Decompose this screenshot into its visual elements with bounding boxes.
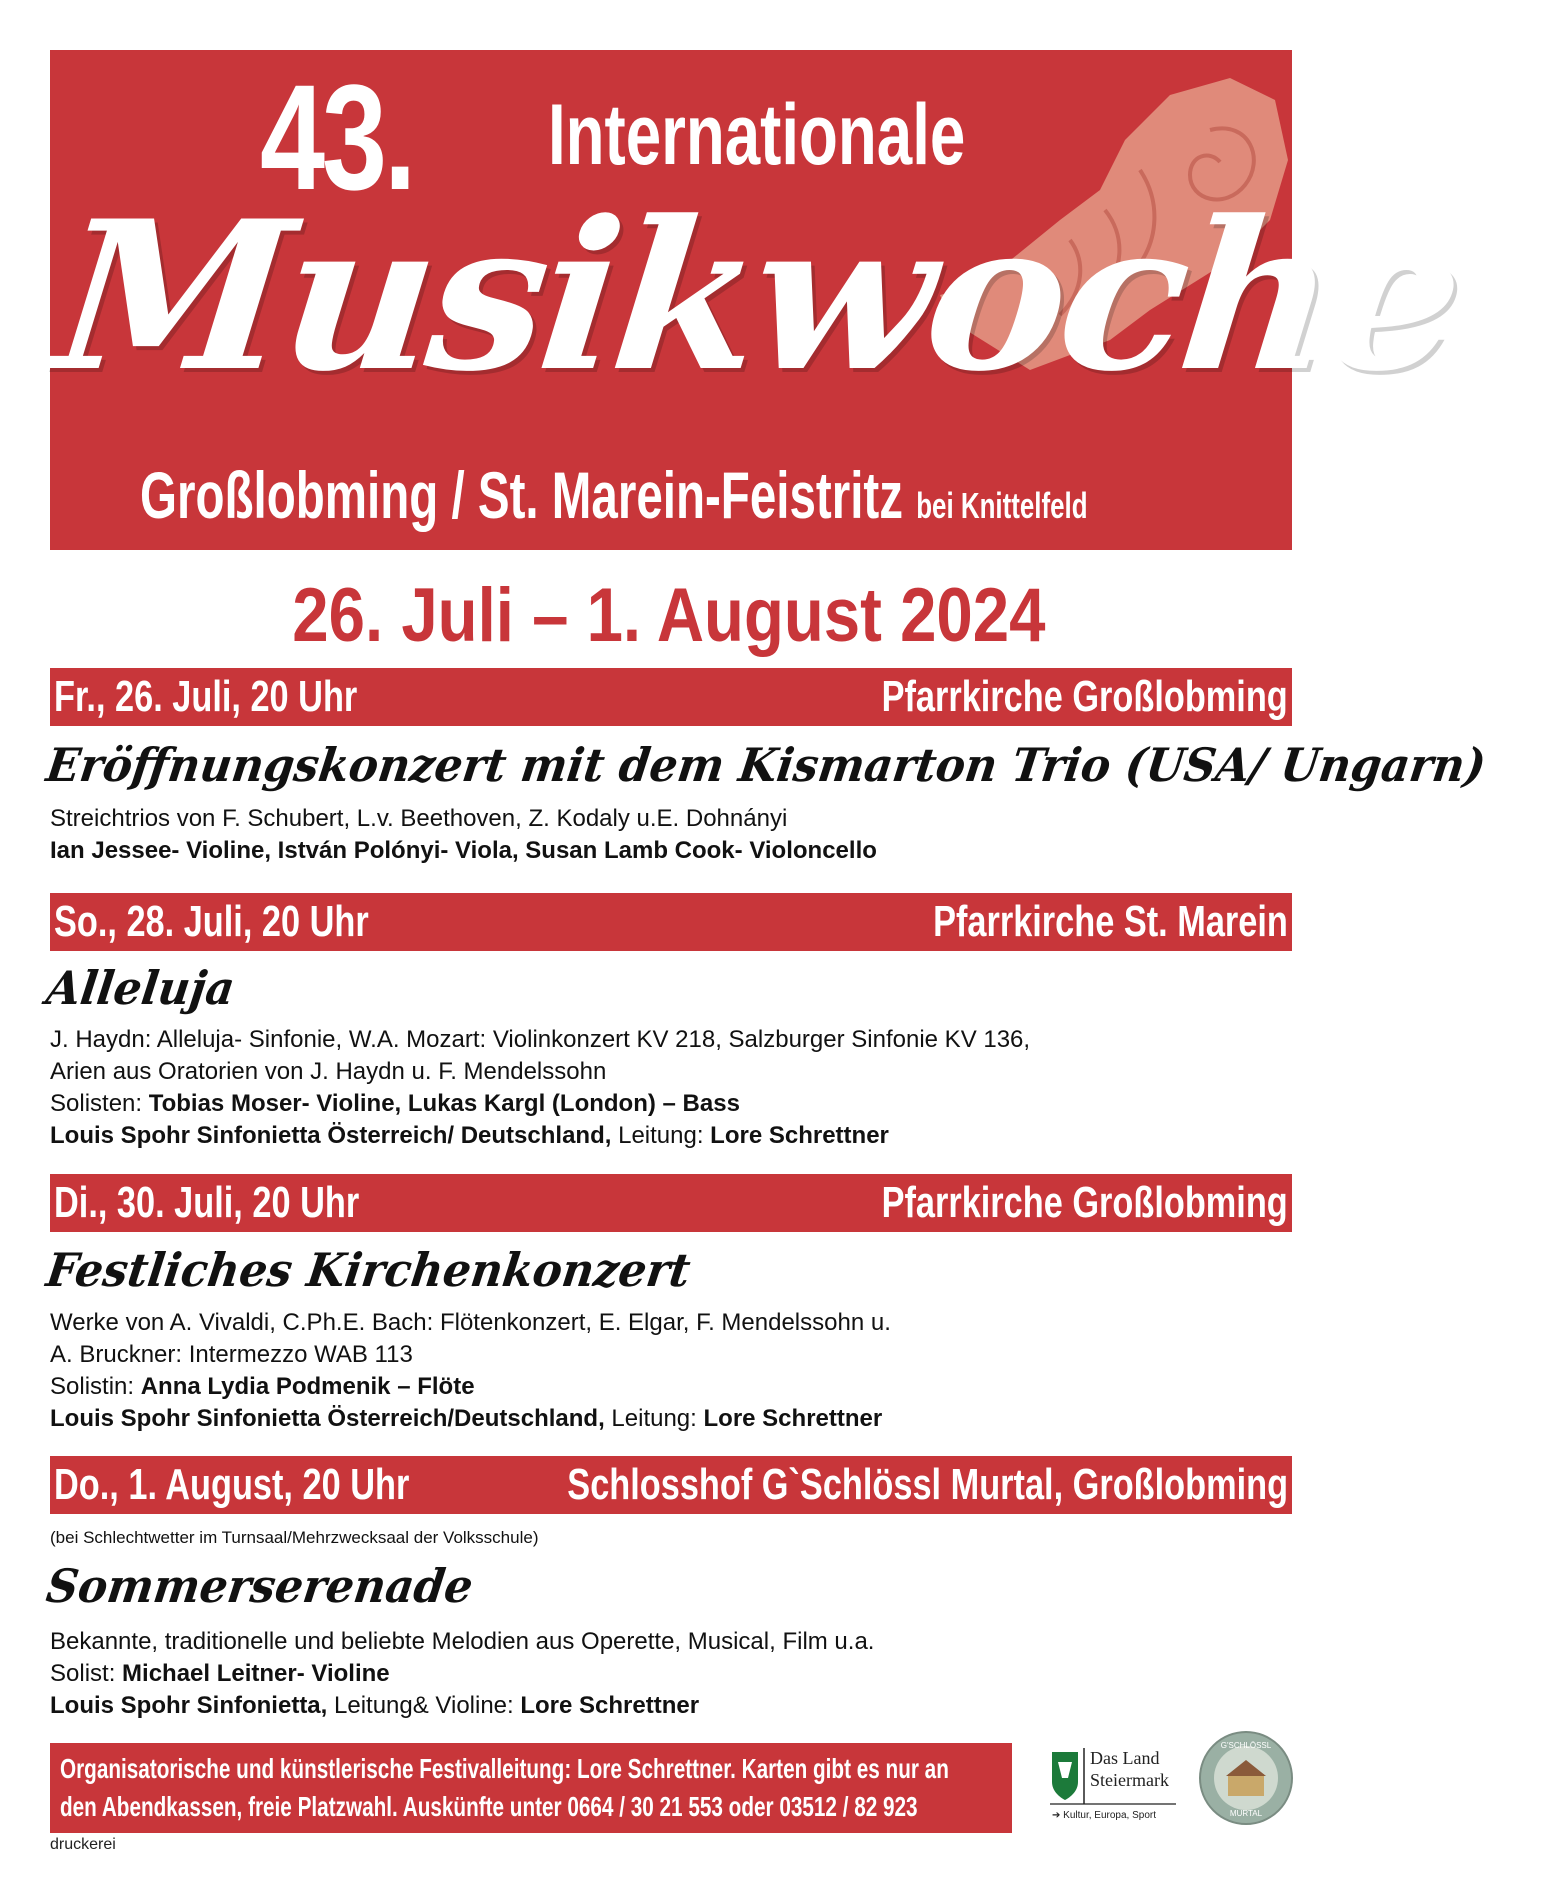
festival-locations: Großlobming / St. Marein-Feistritz bei Knittelfeld (140, 458, 1088, 532)
festival-title: Musikwoche (46, 177, 1469, 417)
event-title: Festliches Kirchenkonzert (43, 1243, 694, 1297)
footer-info-box (50, 1743, 1012, 1833)
event-soloists: Solisten: Tobias Moser- Violine, Lukas Kargl (London) – Bass (50, 1090, 740, 1117)
svg-text:MURTAL: MURTAL (1229, 1809, 1263, 1818)
event-soloists: Solist: Michael Leitner- Violine (50, 1660, 390, 1687)
event-ensemble: Louis Spohr Sinfonietta Österreich/Deutschland, Leitung: Lore Schrettner (50, 1405, 883, 1432)
event-ensemble: Louis Spohr Sinfonietta, Leitung& Violine: Lore Schrettner (50, 1692, 700, 1719)
gschloessl-murtal-seal (1198, 1730, 1294, 1826)
event-venue: Schlosshof G`Schlössl Murtal, Großlobming (567, 1460, 1288, 1509)
event-venue: Pfarrkirche St. Marein (933, 897, 1288, 946)
event-program: J. Haydn: Alleluja- Sinfonie, W.A. Mozart: Violinkonzert KV 218, Salzburger Sinfonie KV 136, (50, 1026, 1031, 1053)
event-datetime: So., 28. Juli, 20 Uhr (54, 897, 369, 946)
event-header-bar (50, 668, 1292, 726)
event-title: Sommerserenade (43, 1559, 477, 1613)
event-title: Alleluja (43, 961, 238, 1015)
svg-text:➔ Kultur, Europa, Sport: ➔ Kultur, Europa, Sport (1052, 1810, 1156, 1821)
svg-text:Das Land: Das Land (1090, 1748, 1160, 1768)
event-performers: Ian Jessee- Violine, István Polónyi- Viola, Susan Lamb Cook- Violoncello (50, 837, 877, 864)
header-banner (46, 50, 1469, 550)
svg-text:G'SCHLÖSSL: G'SCHLÖSSL (1220, 1741, 1272, 1750)
footer-line: den Abendkassen, freie Platzwahl. Auskünfte unter 0664 / 30 21 553 oder 03512 / 82 923 (60, 1791, 918, 1822)
event-program: Arien aus Oratorien von J. Haydn u. F. Mendelssohn (50, 1058, 607, 1085)
event-datetime: Di., 30. Juli, 20 Uhr (54, 1178, 360, 1227)
printer-mark: druckerei (50, 1836, 116, 1853)
footer-line: Organisatorische und künstlerische Festivalleitung: Lore Schrettner. Karten gibt es nur an (60, 1753, 949, 1784)
festival-dates: 26. Juli – 1. August 2024 (292, 573, 1046, 658)
event-header-bar (50, 1456, 1292, 1514)
event-program: Bekannte, traditionelle und beliebte Melodien aus Operette, Musical, Film u.a. (50, 1628, 875, 1655)
event-program: Werke von A. Vivaldi, C.Ph.E. Bach: Flötenkonzert, E. Elgar, F. Mendelssohn u. (50, 1309, 891, 1336)
weather-note: (bei Schlechtwetter im Turnsaal/Mehrzwecksaal der Volksschule) (50, 1528, 539, 1547)
event-title: Eröffnungskonzert mit dem Kismarton Trio (USA/ Ungarn) (43, 738, 1489, 792)
festival-edition-number: 43. (260, 53, 414, 221)
event-venue: Pfarrkirche Großlobming (881, 1178, 1288, 1227)
event-datetime: Fr., 26. Juli, 20 Uhr (54, 672, 358, 721)
event-header-bar (50, 893, 1292, 951)
steiermark-logo (1048, 1738, 1178, 1824)
event-program: A. Bruckner: Intermezzo WAB 113 (50, 1341, 413, 1368)
event-header-bar (50, 1174, 1292, 1232)
event-program: Streichtrios von F. Schubert, L.v. Beethoven, Z. Kodaly u.E. Dohnányi (50, 805, 788, 832)
event-venue: Pfarrkirche Großlobming (881, 672, 1288, 721)
event-soloists: Solistin: Anna Lydia Podmenik – Flöte (50, 1373, 475, 1400)
event-ensemble: Louis Spohr Sinfonietta Österreich/ Deutschland, Leitung: Lore Schrettner (50, 1122, 889, 1149)
event-datetime: Do., 1. August, 20 Uhr (54, 1460, 410, 1509)
festival-subtitle: Internationale (548, 87, 966, 183)
svg-text:Steiermark: Steiermark (1090, 1770, 1169, 1790)
